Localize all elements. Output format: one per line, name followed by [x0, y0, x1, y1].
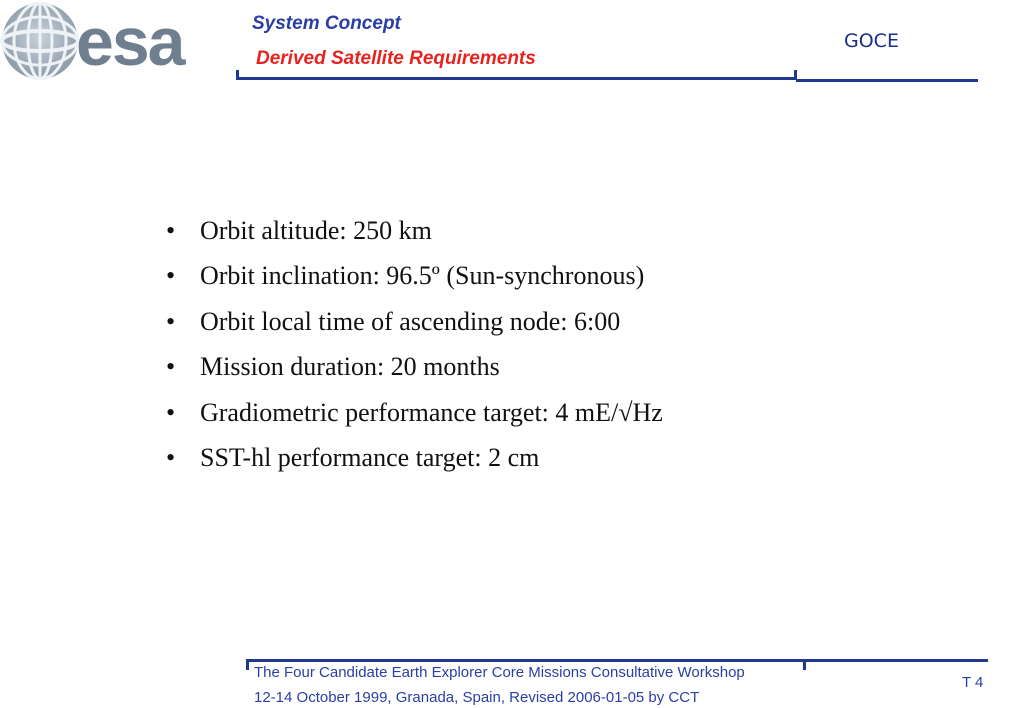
- bullet-text: Orbit local time of ascending node: 6:00: [200, 306, 621, 336]
- footer-rule-right: [806, 659, 988, 662]
- list-item: [160, 303, 663, 348]
- bullet-text: Gradiometric performance target: 4 mE/√Hz: [200, 397, 663, 427]
- esa-logo: [0, 0, 228, 85]
- slide-subtitle: Derived Satellite Requirements: [256, 48, 536, 69]
- page-number: T 4: [962, 674, 984, 691]
- footer-rule-left: [246, 659, 806, 662]
- project-label: GOCE: [844, 30, 899, 52]
- list-item: [160, 257, 663, 302]
- bullet-text: Orbit inclination: 96.5º (Sun-synchronous): [200, 261, 645, 291]
- bullet-glyph: •: [166, 352, 176, 382]
- requirements-list: [160, 212, 663, 484]
- list-item: [160, 348, 663, 393]
- esa-logo-text: esa: [76, 4, 184, 80]
- footer-tick-left: [246, 659, 249, 670]
- footer-date: 12-14 October 1999, Granada, Spain, Revised 2006-01-05 by CCT: [254, 689, 700, 706]
- slide-title: System Concept: [252, 13, 401, 34]
- bullet-glyph: •: [166, 216, 176, 245]
- bullet-text: SST-hl performance target: 2 cm: [200, 442, 540, 472]
- bullet-glyph: •: [166, 261, 176, 291]
- bullet-glyph: •: [166, 306, 176, 336]
- bullet-glyph: •: [166, 442, 176, 472]
- header-rule-right: [796, 79, 978, 82]
- bullet-text: Orbit altitude: 250 km: [200, 216, 432, 245]
- list-item: [160, 439, 663, 484]
- header-tick-left: [236, 70, 239, 80]
- bullet-glyph: •: [166, 397, 176, 427]
- header-rule-left: [236, 77, 796, 80]
- bullet-text: Mission duration: 20 months: [200, 352, 500, 382]
- esa-globe-icon: [2, 3, 78, 79]
- list-item: [160, 212, 663, 257]
- list-item: [160, 394, 663, 439]
- footer-event: The Four Candidate Earth Explorer Core Missions Consultative Workshop: [254, 664, 745, 681]
